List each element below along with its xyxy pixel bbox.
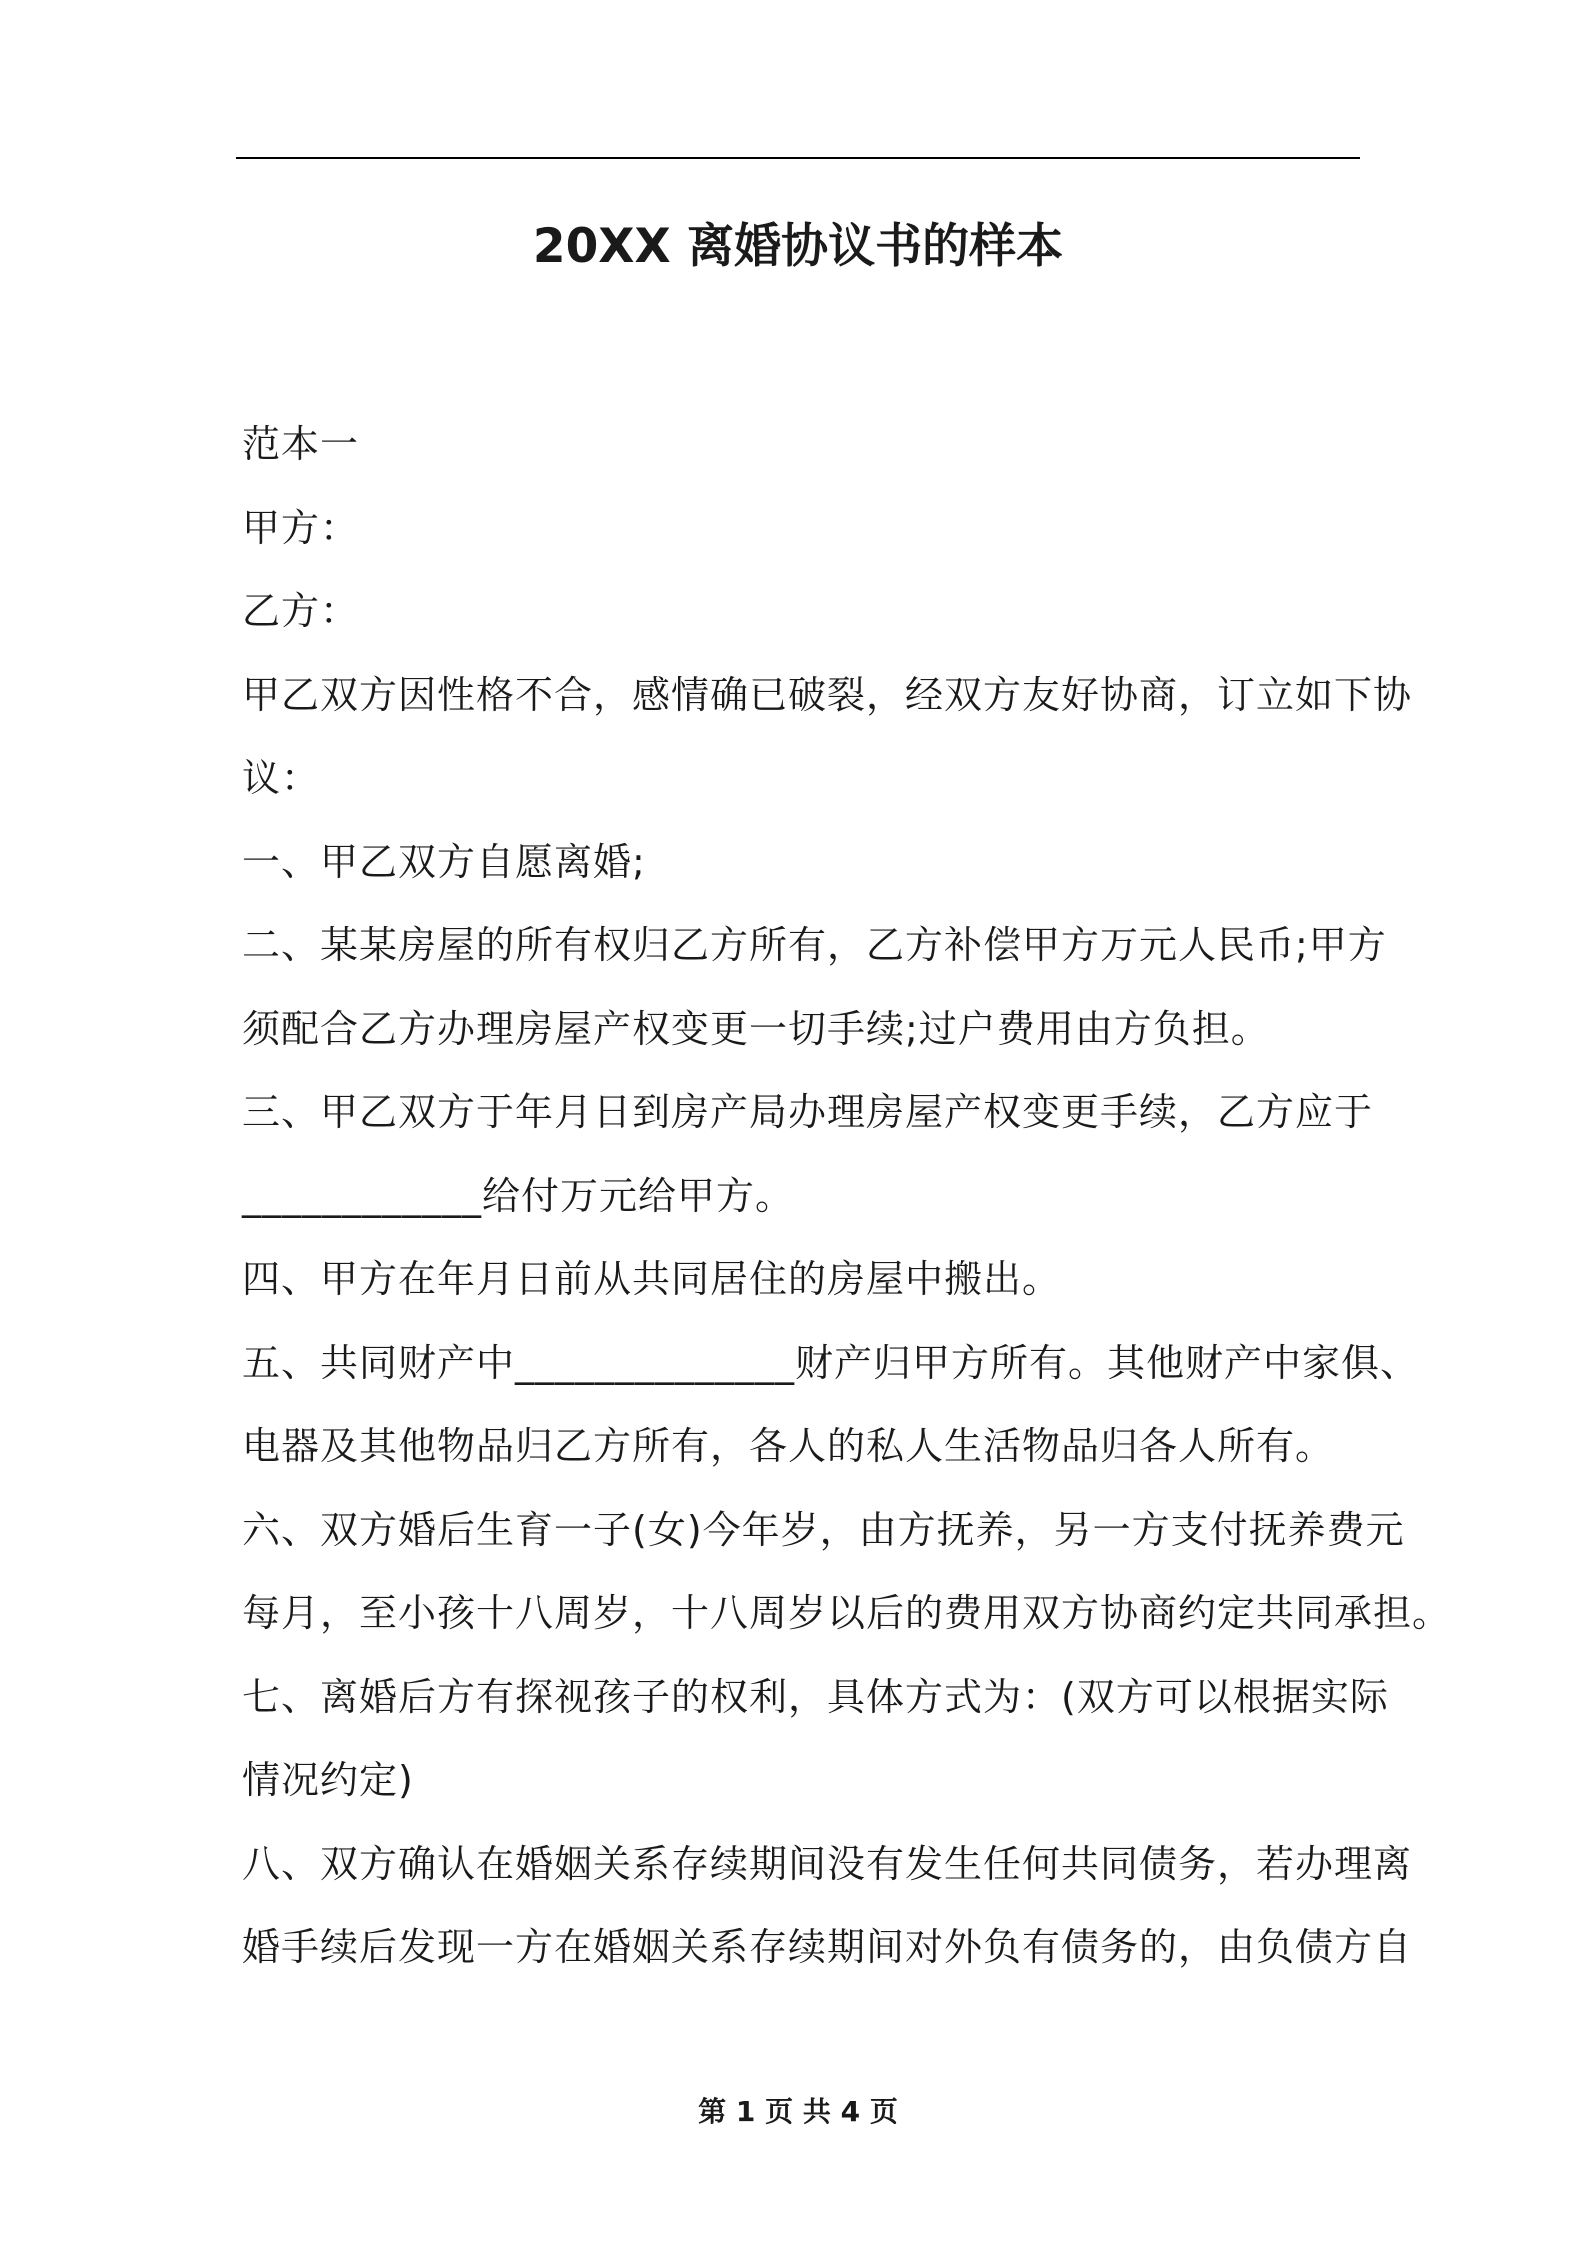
clause-2: 二、某某房屋的所有权归乙方所有，乙方补偿甲方万元人民币;甲方 <box>242 923 1387 967</box>
body-line: 甲乙双方因性格不合，感情确已破裂，经双方友好协商，订立如下协 <box>242 672 1413 717</box>
page-footer: 第 1 页 共 4 页 <box>698 2095 898 2128</box>
clause-4: 四、甲方在年月日前从共同居住的房屋中搬出。 <box>242 1257 1062 1301</box>
body-line: 每月，至小孩十八周岁，十八周岁以后的费用双方协商约定共同承担。 <box>242 1591 1452 1635</box>
clause-6: 六、双方婚后生育一子(女)今年岁，由方抚养，另一方支付抚养费元 <box>242 1507 1405 1552</box>
clause-7: 七、离婚后方有探视孩子的权利，具体方式为：(双方可以根据实际 <box>242 1674 1389 1719</box>
body-line: 议： <box>242 756 321 800</box>
document-body <box>242 403 1452 1990</box>
body-line: ____________给付万元给甲方。 <box>242 1173 795 1218</box>
body-line: 电器及其他物品归乙方所有，各人的私人生活物品归各人所有。 <box>242 1424 1335 1468</box>
clause-5: 五、共同财产中______________财产归甲方所有。其他财产中家俱、 <box>242 1340 1420 1385</box>
party-a-line: 甲方： <box>242 505 360 550</box>
party-b-line: 乙方： <box>242 589 360 633</box>
header-rule <box>236 157 1360 159</box>
clause-3: 三、甲乙双方于年月日到房产局办理房屋产权变更手续，乙方应于 <box>242 1090 1374 1134</box>
clause-1: 一、甲乙双方自愿离婚; <box>242 839 646 884</box>
document-title: 20XX 离婚协议书的样本 <box>532 219 1064 274</box>
body-line: 须配合乙方办理房屋产权变更一切手续;过户费用由方负担。 <box>242 1006 1270 1051</box>
clause-8: 八、双方确认在婚姻关系存续期间没有发生任何共同债务，若办理离 <box>242 1841 1413 1886</box>
section-heading: 范本一 <box>242 422 360 466</box>
body-line: 婚手续后发现一方在婚姻关系存续期间对外负有债务的，由负债方自 <box>242 1925 1413 1969</box>
body-line: 情况约定) <box>242 1758 414 1802</box>
